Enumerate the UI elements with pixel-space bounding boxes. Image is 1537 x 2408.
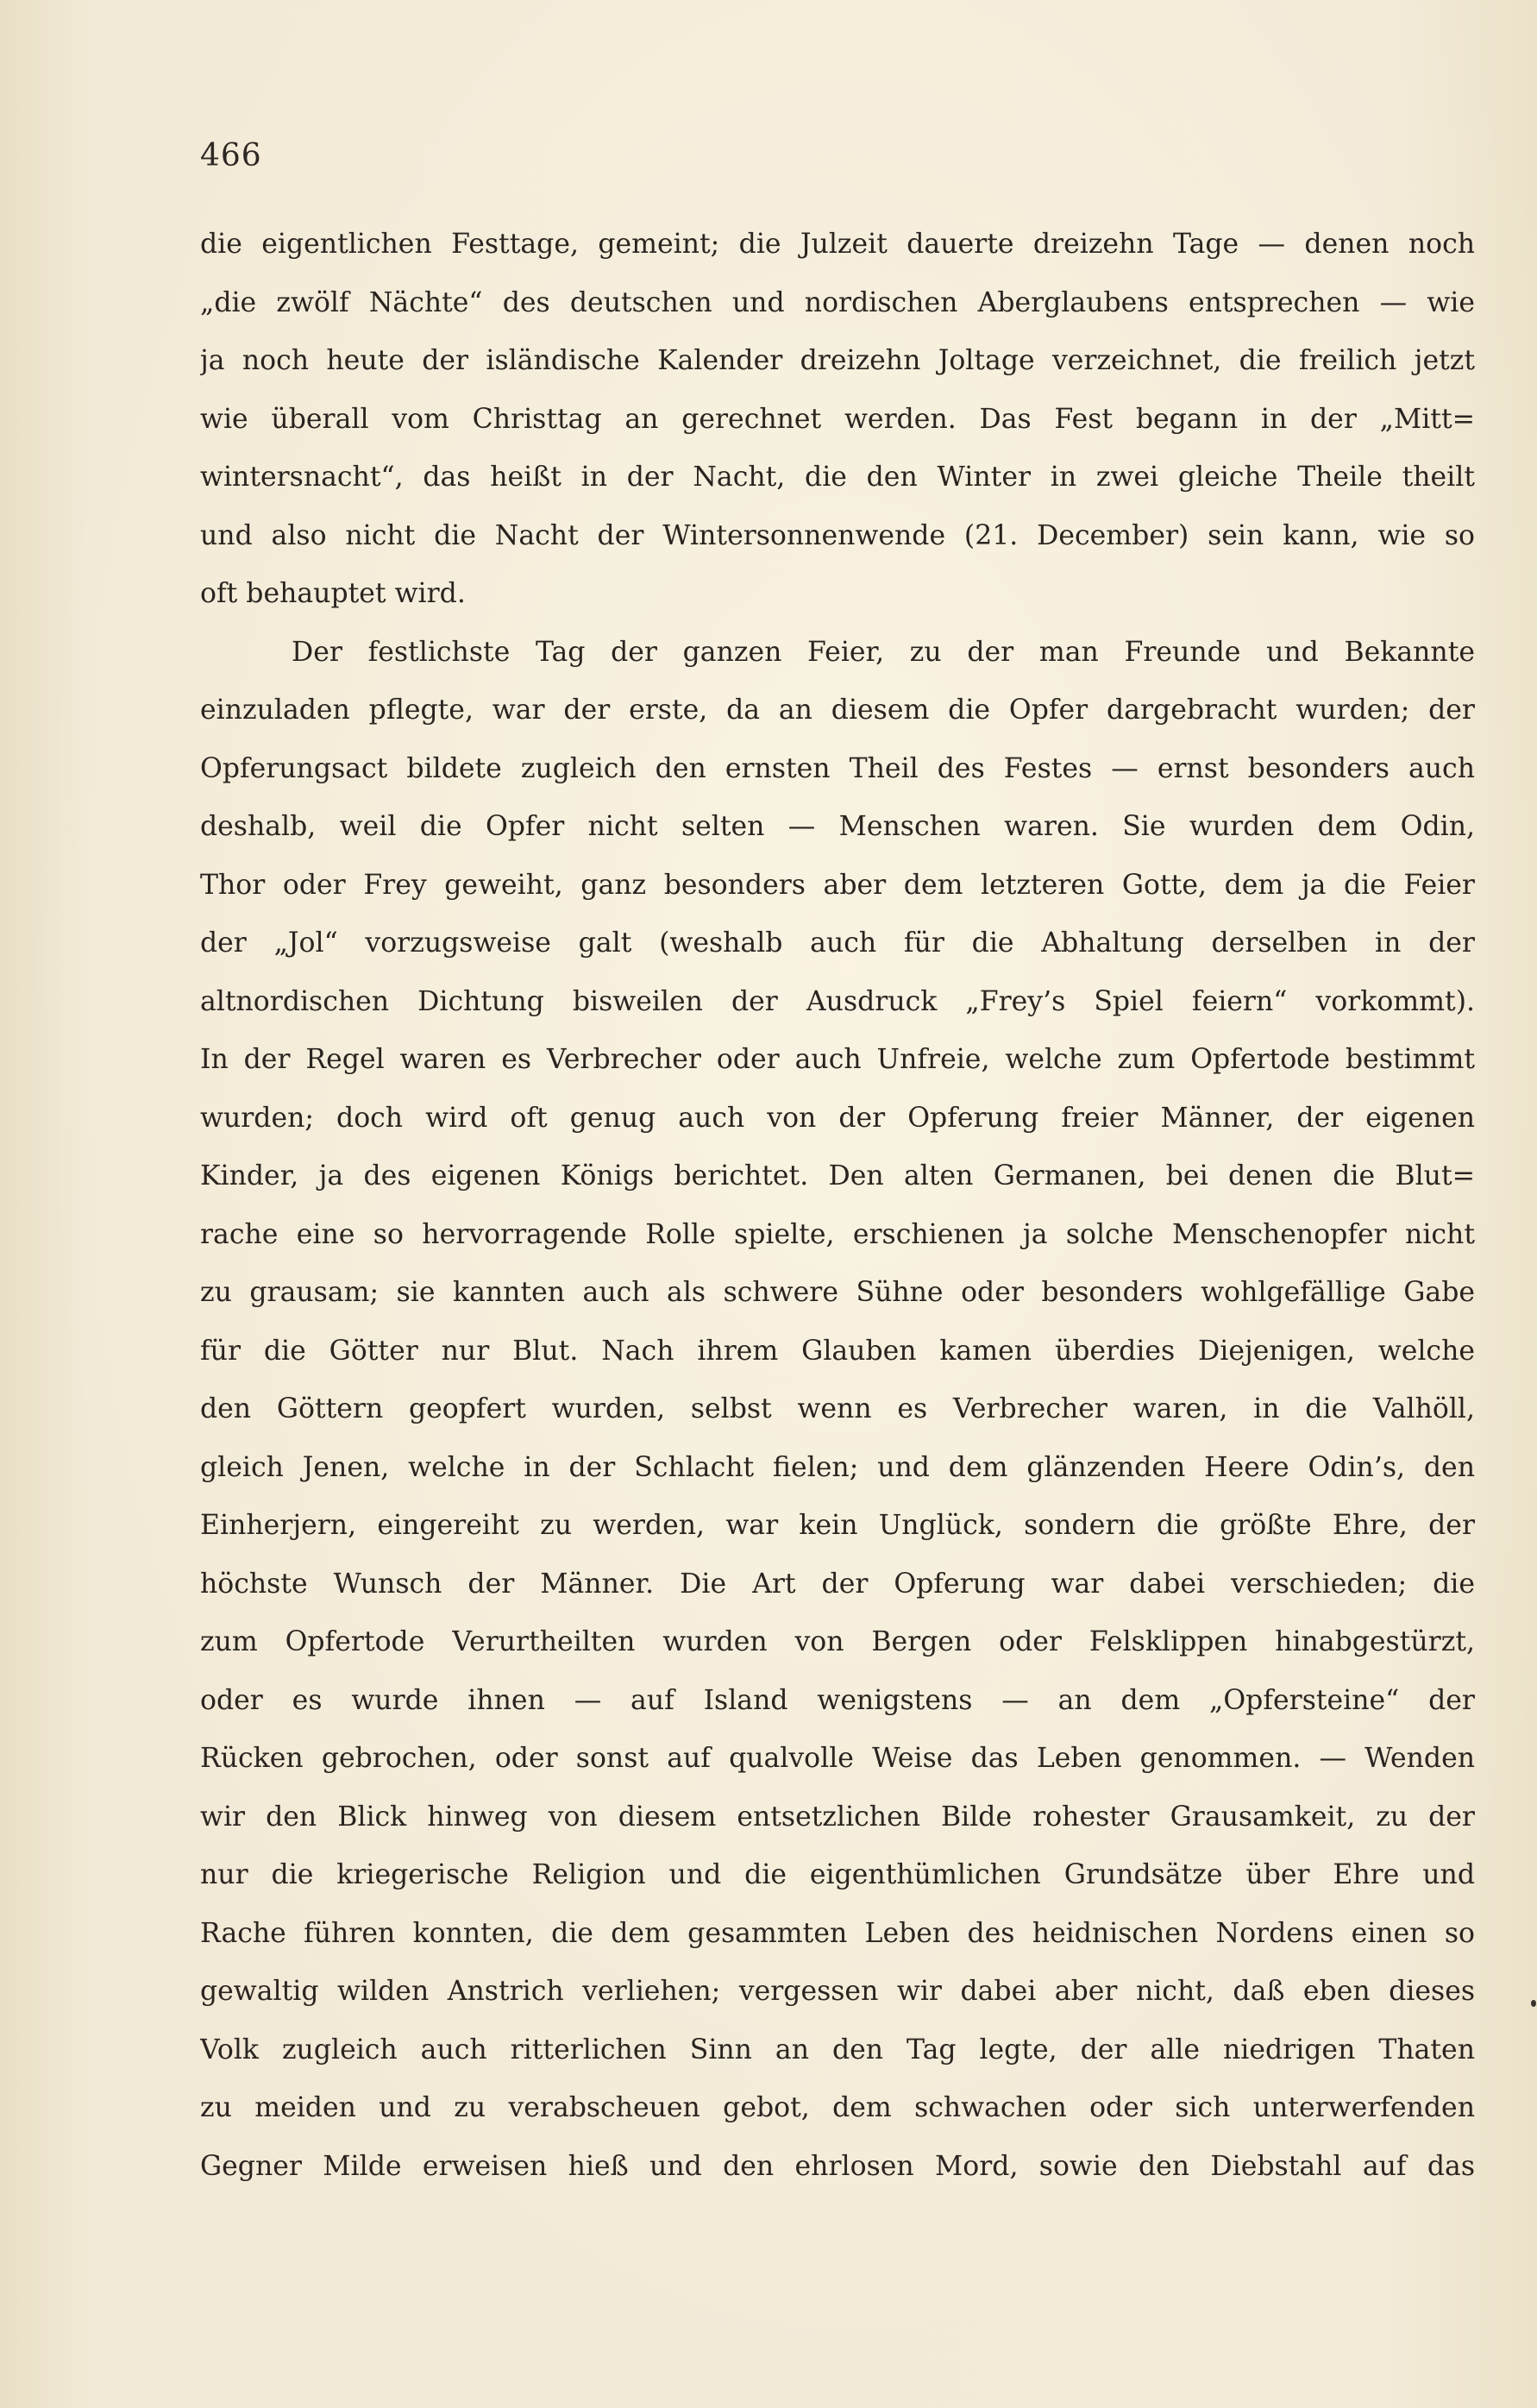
text-line: der „Jol“ vorzugsweise galt (weshalb auch für die Abhaltung derselben in der	[200, 927, 1475, 959]
text-line: Gegner Milde erweisen hieß und den ehrlosen Mord, sowie den Diebstahl auf das	[200, 2150, 1475, 2182]
text-line: höchste Wunsch der Männer. Die Art der Opferung war dabei verschieden; die	[200, 1568, 1475, 1600]
text-line: wie überall vom Christtag an gerechnet werden. Das Fest begann in der „Mitt=	[200, 403, 1475, 435]
text-line: nur die kriegerische Religion und die eigenthümlichen Grundsätze über Ehre und	[200, 1859, 1475, 1890]
text-line: deshalb, weil die Opfer nicht selten — Menschen waren. Sie wurden dem Odin,	[200, 811, 1475, 842]
body-text	[200, 216, 1475, 2196]
text-line: zu meiden und zu verabscheuen gebot, dem schwachen oder sich unterwerfenden	[200, 2092, 1475, 2123]
text-line: ja noch heute der isländische Kalender dreizehn Joltage verzeichnet, die freilich jetzt	[200, 345, 1475, 376]
text-line: einzuladen pflegte, war der erste, da an diesem die Opfer dargebracht wurden; der	[200, 695, 1475, 726]
text-line: „die zwölf Nächte“ des deutschen und nordischen Aberglaubens entsprechen — wie	[200, 286, 1475, 318]
text-line: Rache führen konnten, die dem gesammten Leben des heidnischen Nordens einen so	[200, 1917, 1475, 1949]
text-line: und also nicht die Nacht der Wintersonnenwende (21. December) sein kann, wie so	[200, 519, 1475, 551]
text-line: Einherjern, eingereiht zu werden, war kein Unglück, sondern die größte Ehre, der	[200, 1510, 1475, 1541]
text-line: rache eine so hervorragende Rolle spielte, erschienen ja solche Menschenopfer nicht	[200, 1218, 1475, 1250]
text-line: die eigentlichen Festtage, gemeint; die Julzeit dauerte dreizehn Tage — denen noch	[200, 229, 1475, 260]
text-line: Volk zugleich auch ritterlichen Sinn an den Tag legte, der alle niedrigen Thaten	[200, 2034, 1475, 2065]
page-number: 466	[200, 138, 262, 173]
text-line: zum Opfertode Verurtheilten wurden von Bergen oder Felsklippen hinabgestürzt,	[200, 1626, 1475, 1657]
text-line: gleich Jenen, welche in der Schlacht fielen; und dem glänzenden Heere Odin’s, den	[200, 1451, 1475, 1483]
text-line: wurden; doch wird oft genug auch von der Opferung freier Männer, der eigenen	[200, 1102, 1475, 1134]
text-line: wir den Blick hinweg von diesem entsetzlichen Bilde rohester Grausamkeit, zu der	[200, 1801, 1475, 1833]
text-line: wintersnacht“, das heißt in der Nacht, die den Winter in zwei gleiche Theile theilt	[200, 462, 1475, 493]
text-line: gewaltig wilden Anstrich verliehen; vergessen wir dabei aber nicht, daß eben dieses	[200, 1976, 1475, 2007]
text-line: oft behauptet wird.	[200, 578, 466, 609]
text-line: Rücken gebrochen, oder sonst auf qualvolle Weise das Leben genommen. — Wenden	[200, 1743, 1475, 1774]
text-line: Thor oder Frey geweiht, ganz besonders aber dem letzteren Gotte, dem ja die Feier	[200, 869, 1475, 901]
text-line: den Göttern geopfert wurden, selbst wenn es Verbrecher waren, in die Valhöll,	[200, 1393, 1475, 1424]
text-line: altnordischen Dichtung bisweilen der Ausdruck „Frey’s Spiel feiern“ vorkommt).	[200, 985, 1475, 1017]
text-line: zu grausam; sie kannten auch als schwere Sühne oder besonders wohlgefällige Gabe	[200, 1277, 1475, 1308]
text-line: oder es wurde ihnen — auf Island wenigstens — an dem „Opfersteine“ der	[200, 1684, 1475, 1716]
text-line: Kinder, ja des eigenen Königs berichtet. Den alten Germanen, bei denen die Blut=	[200, 1160, 1475, 1191]
text-line: In der Regel waren es Verbrecher oder auch Unfreie, welche zum Opfertode bestimmt	[200, 1044, 1475, 1075]
text-line: Der festlichste Tag der ganzen Feier, zu der man Freunde und Bekannte	[292, 636, 1475, 668]
ink-speck	[1531, 2000, 1536, 2007]
text-line: Opferungsact bildete zugleich den ernsten Theil des Festes — ernst besonders auch	[200, 752, 1475, 784]
text-line: für die Götter nur Blut. Nach ihrem Glauben kamen überdies Diejenigen, welche	[200, 1335, 1475, 1367]
